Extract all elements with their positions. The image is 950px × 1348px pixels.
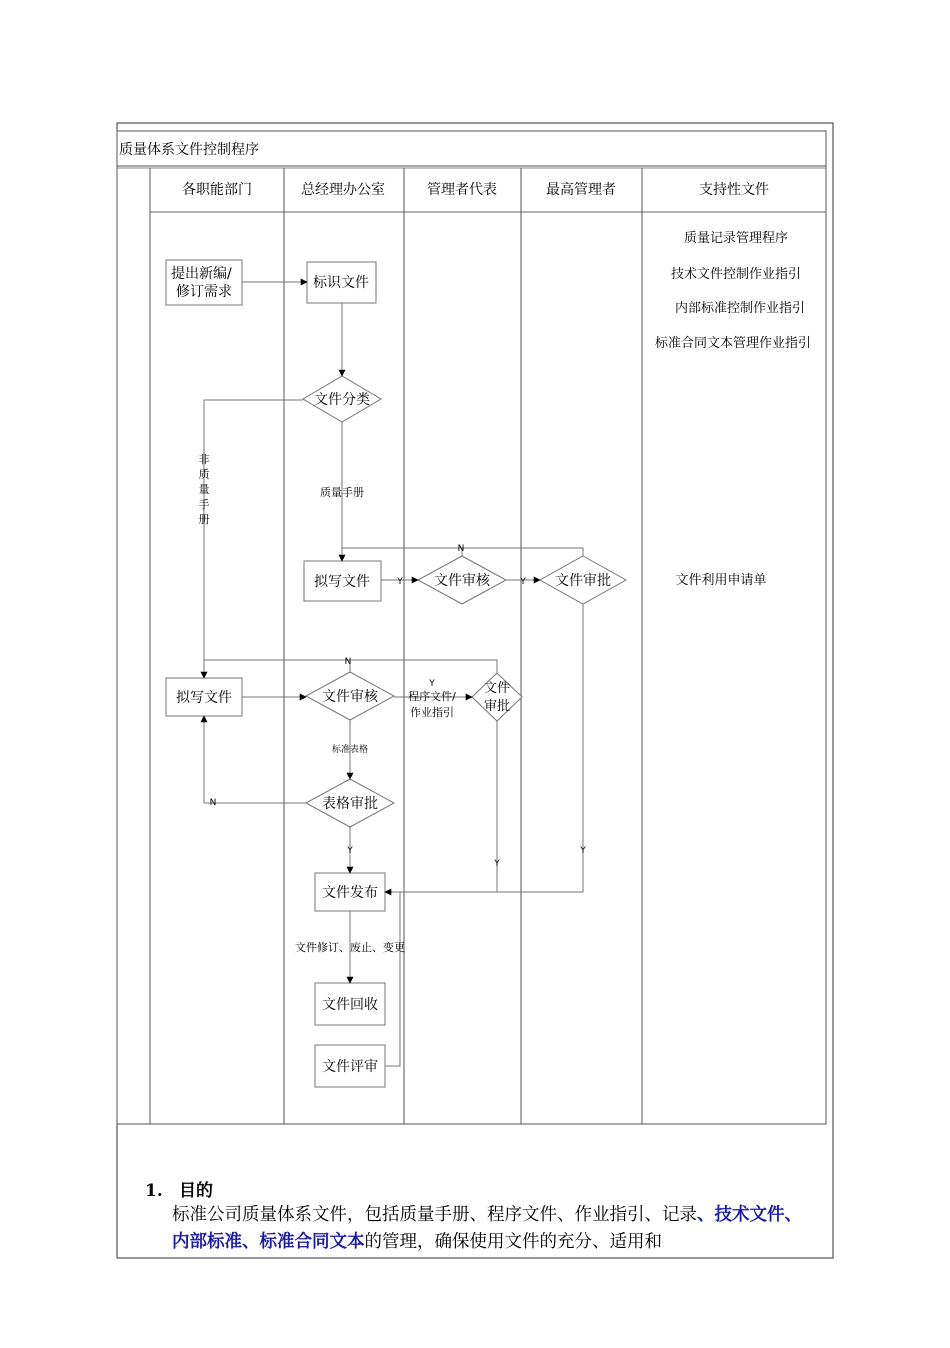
label-non-manual-5: 册 — [198, 513, 210, 526]
svg-text:文件审批: 文件审批 — [555, 573, 611, 589]
label-yes-2: Y — [520, 577, 526, 587]
svg-text:文件: 文件 — [483, 681, 511, 696]
table-title: 质量体系文件控制程序 — [119, 142, 259, 158]
para-before: 标准公司质量体系文件，包括质量手册、程序文件、作业指引、记录 — [172, 1205, 697, 1225]
support-note: 文件利用申请单 — [675, 573, 767, 588]
box-draft-other — [166, 678, 242, 716]
box-review — [315, 1045, 385, 1087]
label-yes-4: Y — [347, 846, 353, 856]
label-non-manual-1: 非 — [198, 453, 210, 466]
diamond-audit2 — [306, 672, 394, 720]
lane-header-top-mgmt: 最高管理者 — [546, 182, 616, 198]
label-no-3: N — [209, 798, 217, 808]
lane-header-mgmt-rep: 管理者代表 — [427, 182, 497, 198]
label-non-manual-2: 质 — [198, 468, 210, 481]
box-identify — [307, 262, 376, 303]
para-after: 的管理，确保使用文件的充分、适用和 — [364, 1232, 662, 1252]
label-no-1: N — [457, 544, 465, 554]
box-publish — [315, 873, 385, 911]
svg-text:文件分类: 文件分类 — [314, 392, 370, 408]
label-no-2: N — [344, 657, 352, 667]
box-draft-manual — [304, 561, 381, 601]
box-request — [166, 260, 242, 305]
label-procedure-1: 程序文件/ — [408, 690, 456, 703]
svg-text:标识文件: 标识文件 — [313, 275, 369, 291]
svg-text:文件审核: 文件审核 — [322, 689, 378, 705]
label-revise: 文件修订、废止、变更 — [295, 941, 405, 954]
lane-header-support-docs: 支持性文件 — [699, 182, 769, 198]
label-yes-5: Y — [494, 859, 500, 869]
label-yes-3: Y — [429, 679, 435, 689]
svg-text:文件审核: 文件审核 — [434, 573, 490, 589]
diamond-approve1 — [540, 556, 626, 604]
lane-header-departments: 各职能部门 — [182, 182, 252, 198]
section-heading — [145, 1176, 213, 1201]
support-doc-4: 标准合同文本管理作业指引 — [654, 336, 812, 351]
label-non-manual-3: 量 — [198, 483, 210, 496]
diamond-approve2 — [472, 673, 522, 721]
para-highlight: 、技术文件、内部标准、标准合同文本 — [172, 1205, 802, 1252]
label-procedure-2: 作业指引 — [410, 706, 454, 719]
svg-text:文件评审: 文件评审 — [322, 1059, 378, 1075]
svg-text:提出新编/: 提出新编/ — [171, 266, 232, 282]
label-yes-6: Y — [580, 846, 586, 856]
svg-text:文件发布: 文件发布 — [322, 885, 378, 901]
svg-text:表格审批: 表格审批 — [322, 796, 378, 812]
diamond-form-approve — [306, 779, 394, 827]
svg-text:拟写文件: 拟写文件 — [176, 690, 232, 706]
support-doc-1: 质量记录管理程序 — [683, 231, 789, 246]
diamond-audit1 — [418, 556, 506, 604]
label-standard-form: 标准表格 — [331, 745, 369, 755]
label-non-manual-4: 手 — [198, 498, 210, 511]
box-recall — [315, 983, 385, 1025]
label-yes-1: Y — [397, 577, 403, 587]
diamond-classify — [303, 376, 381, 422]
support-doc-2: 技术文件控制作业指引 — [670, 267, 802, 282]
lane-header-gm-office: 总经理办公室 — [301, 182, 385, 198]
label-quality-manual: 质量手册 — [320, 486, 364, 499]
support-doc-3: 内部标准控制作业指引 — [674, 301, 806, 316]
svg-text:修订需求: 修订需求 — [176, 284, 232, 300]
svg-text:审批: 审批 — [483, 699, 511, 714]
svg-text:文件回收: 文件回收 — [322, 997, 378, 1013]
svg-text:拟写文件: 拟写文件 — [314, 574, 370, 590]
section-paragraph — [172, 1202, 812, 1256]
section-heading-text: 目的 — [179, 1181, 213, 1201]
section-number: 1. — [145, 1181, 163, 1201]
